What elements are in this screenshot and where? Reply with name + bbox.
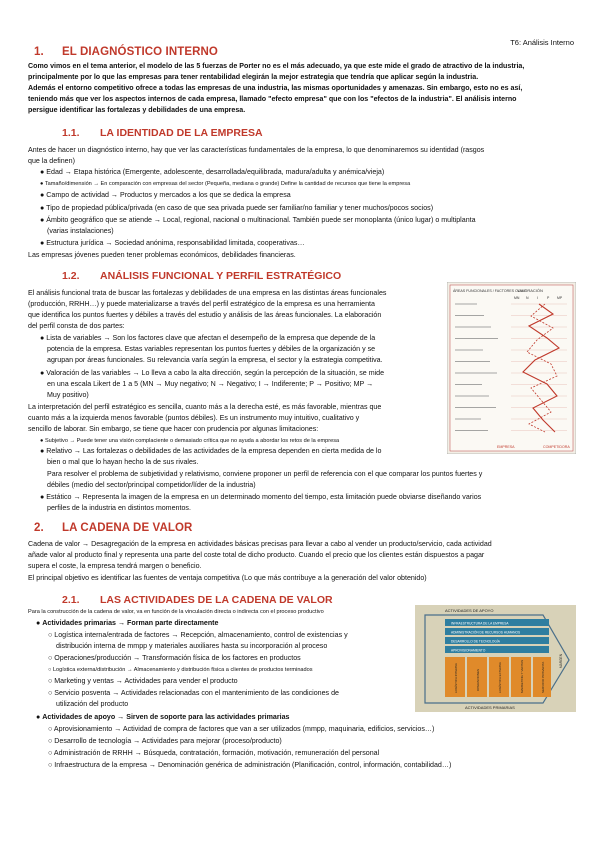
text-line: que identifica los puntos fuertes y débiles a través del estudio y análisis de las áreas funcionales. La elaboración <box>28 311 382 319</box>
text-line: (producción, RRHH…) y puede materializarse a través del perfil estratégico de la empresa es una herramienta <box>28 300 375 308</box>
list-item: ● Valoración de las variables → Lo lleva a cabo la alta dirección, según la percepción de la situación, se mide <box>40 369 385 377</box>
fig2-support-label: ADMINISTRACIÓN DE RECURSOS HUMANOS <box>451 630 521 635</box>
text-line: Para la construcción de la cadena de valor, va en función de la vinculación directa o indirecta con el proceso productivo <box>28 609 324 615</box>
list-item: ● Campo de actividad → Productos y mercados a los que se dedica la empresa <box>40 191 291 199</box>
section-2-heading <box>34 522 192 534</box>
text-line: Las empresas jóvenes pueden tener problemas económicos, debilidades financieras. <box>28 251 296 259</box>
fig2-primary-label: LOGÍSTICA INTERNA <box>454 663 458 693</box>
text-line: del perfil consta de dos partes: <box>28 322 125 330</box>
fig2-primary-label: LOGÍSTICA EXTERNA <box>498 662 502 693</box>
text-line: agrupan por áreas funcionales. Su relevancia varía según la empresa, el sector y la estrategia competitiva. <box>47 356 383 364</box>
text-line: añade valor al producto final y representa una parte del coste total de dicho producto. Cuando el precio que los clientes están dispuestos a pagar <box>28 551 485 559</box>
section-1-2-heading <box>62 270 341 282</box>
fig2-margin-label: MARGEN <box>559 654 563 668</box>
list-item: ○ Administración de RRHH → Búsqueda, contratación, formación, motivación, remuneración del personal <box>48 749 380 757</box>
list-item: ● Ámbito geográfico que se atiende → Local, regional, nacional o multinacional. También puede ser monoplanta (único lugar) o multiplanta <box>40 216 476 224</box>
text-line: supera el coste, la empresa tendrá margen o beneficio. <box>28 562 202 570</box>
section-1-1-heading <box>62 127 263 139</box>
list-item: ● Subjetivo → Puede tener una visión complaciente o demasiado crítica que no ayuda a abordar los retos de la empresa <box>40 438 340 444</box>
text-line: El análisis funcional trata de buscar las fortalezas y debilidades de una empresa en las distintas áreas funcionales <box>28 289 387 297</box>
fig1-scale-label: N <box>526 296 529 300</box>
list-item: ● Estático → Representa la imagen de la empresa en un determinado momento del tiempo, esta limitación puede obviarse diseñando varios <box>40 493 482 501</box>
text-line: bien o mal que lo hayan hecho la de sus rivales. <box>47 458 199 466</box>
fig2-support-label: INFRAESTRUCTURA DE LA EMPRESA <box>451 621 509 626</box>
section-title: ANÁLISIS FUNCIONAL Y PERFIL ESTRATÉGICO <box>100 270 342 282</box>
fig2-support-label: DESARROLLO DE TECNOLOGÍA <box>451 639 500 644</box>
fig2-bottom-label: ACTIVIDADES PRIMARIAS <box>465 705 515 710</box>
text-line: El principal objetivo es identificar las fuentes de ventaja competitiva (Lo que más contribuye a la generación del valor obtenido) <box>28 574 427 582</box>
section-2-1-heading <box>62 594 333 606</box>
section-title: LA IDENTIDAD DE LA EMPRESA <box>100 127 263 139</box>
text-line: perfiles de la industria en distintos momentos. <box>47 504 191 512</box>
fig1-header-right: VALORACIÓN <box>517 288 543 293</box>
list-item: ● Actividades de apoyo → Sirven de soporte para las actividades primarias <box>36 713 290 721</box>
text-line: débiles (medio del sector/principal competidor/líder de la industria) <box>47 481 256 489</box>
text-line: en una escala Likert de 1 a 5 (MN → Muy negativo; N → Negativo; I → Indiferente; P → Positivo; MP → <box>47 380 374 388</box>
text-line: Como vimos en el tema anterior, el modelo de las 5 fuerzas de Porter no es el más adecuado, ya que este mide el grado de atractivo de la industria, <box>28 62 525 70</box>
fig1-scale-label: MP <box>557 296 563 300</box>
text-line: principalmente por lo que las empresas para tener rentabilidad elegirán la mejor estrategia que tendría que aplicar según la industria. <box>28 73 479 81</box>
text-line: Muy positivo) <box>47 391 89 399</box>
list-item: ○ Aprovisionamiento → Actividad de compra de factores que van a ser utilizados (mmpp, maquinaria, edificios, servicios…) <box>48 725 435 733</box>
text-line: Antes de hacer un diagnóstico interno, hay que ver las características fundamentales de la empresa, lo que denominaremos su identidad (rasgos <box>28 146 485 154</box>
strategic-profile-figure <box>447 282 576 454</box>
list-item: ○ Servicio posventa → Actividades relacionadas con el mantenimiento de las condiciones de <box>48 689 339 697</box>
fig1-scale-label: I <box>537 296 538 300</box>
section-number: 2. <box>34 522 44 534</box>
list-item: ● Estructura jurídica → Sociedad anónima, responsabilidad limitada, cooperativas… <box>40 239 305 247</box>
list-item: ○ Infraestructura de la empresa → Denominación genérica de administración (Planificación, control, información, contabilidad…) <box>48 761 452 769</box>
fig2-top-label: ACTIVIDADES DE APOYO <box>445 608 494 613</box>
list-item: ○ Logística externa/distribución → Almacenamiento y distribución física a clientes de productos terminados <box>48 667 313 673</box>
section-number: 1.2. <box>62 270 80 282</box>
text-line: potencia de la empresa. Estas variables representan los puntos fuertes y débiles de la organización y se <box>47 345 376 353</box>
section-title: LA CADENA DE VALOR <box>62 522 193 534</box>
fig2-primary-label: MARKETING Y VENTAS <box>520 659 524 693</box>
list-item: ● Relativo → Las fortalezas o debilidades de las actividades de la empresa dependen en cierta medida de lo <box>40 447 382 455</box>
list-item: ○ Marketing y ventas → Actividades para vender el producto <box>48 677 238 685</box>
text-line: (varias instalaciones) <box>47 227 114 235</box>
text-line: La interpretación del perfil estratégico es sencilla, cuanto más a la derecha esté, es más favorable, mientras que <box>28 403 382 411</box>
text-line: utilización del producto <box>56 700 129 708</box>
fig2-primary-label: OPERACIONES <box>476 668 480 691</box>
text-line: distribución interna de mmpp y materiales auxiliares hasta su incorporación al proceso <box>56 642 328 650</box>
fig1-scale-label: P <box>547 296 550 300</box>
list-item: ○ Operaciones/producción → Transformación física de los factores en productos <box>48 654 301 662</box>
section-number: 1. <box>34 46 44 58</box>
text-line: teniendo más que ver los aspectos internos de cada empresa, llamado "efecto empresa" que con los "efectos de la industria". El análisis interno <box>28 95 517 103</box>
text-line: Además el entorno competitivo ofrece a todas las empresas de una industria, las mismas oportunidades y amenazas. Sin embargo, esto no es así, <box>28 84 523 92</box>
text-line: Para resolver el problema de subjetividad y relativismo, conviene proponer un perfil de referencia con el que comparar los puntos fuertes y <box>47 470 483 478</box>
fig1-legend-competitor: COMPETIDORA <box>543 445 570 449</box>
list-item: ● Actividades primarias → Forman parte directamente <box>36 619 219 627</box>
fig1-header-left: ÁREAS FUNCIONALES / FACTORES CLAVE <box>453 289 527 293</box>
text-line: sencillo de laborar. Sin embargo, se tiene que hacer con prudencia por algunas limitaciones: <box>28 425 319 433</box>
fig2-primary-label: SERVICIO POSVENTA <box>541 661 545 693</box>
fig1-legend-company: EMPRESA <box>497 445 515 449</box>
list-item: ○ Logística interna/entrada de factores → Recepción, almacenamiento, control de existencias y <box>48 631 348 639</box>
page-header-topic: T6: Análisis Interno <box>510 38 574 47</box>
list-item: ○ Desarrollo de tecnología → Actividades para mejorar (proceso/producto) <box>48 737 282 745</box>
text-line: que la definen) <box>28 157 75 165</box>
list-item: ● Tipo de propiedad pública/privada (en caso de que sea privada puede ser familiar/no familiar y tener muchos/pocos socios) <box>40 204 434 212</box>
list-item: ● Tamaño/dimensión → En comparación con empresas del sector (Pequeña, mediana o grande) Define la cantidad de recursos que tiene la empresa <box>40 181 411 187</box>
list-item: ● Edad → Etapa histórica (Emergente, adolescente, desarrollada/equilibrada, madura/adulta y anémica/vieja) <box>40 168 385 176</box>
section-number: 2.1. <box>62 594 80 606</box>
value-chain-figure <box>415 605 576 712</box>
section-1-heading <box>34 46 218 58</box>
section-number: 1.1. <box>62 127 80 139</box>
section-title: EL DIAGNÓSTICO INTERNO <box>62 46 218 58</box>
text-line: cuanto más a la izquierda menos favorable (puntos débiles). Es un instrumento muy intuitivo, cualitativo y <box>28 414 360 422</box>
list-item: ● Lista de variables → Son los factores clave que afectan el desempeño de la empresa que depende de la <box>40 334 376 342</box>
text-line: persigue identificar las fortalezas y debilidades de una empresa. <box>28 106 246 114</box>
section-title: LAS ACTIVIDADES DE LA CADENA DE VALOR <box>100 594 333 606</box>
text-line: Cadena de valor → Desagregación de la empresa en actividades básicas precisas para llevar a cabo al vender un producto/servicio, cada actividad <box>28 540 492 548</box>
fig1-scale-label: MN <box>514 296 520 300</box>
fig2-support-label: APROVISIONAMIENTO <box>451 648 486 653</box>
